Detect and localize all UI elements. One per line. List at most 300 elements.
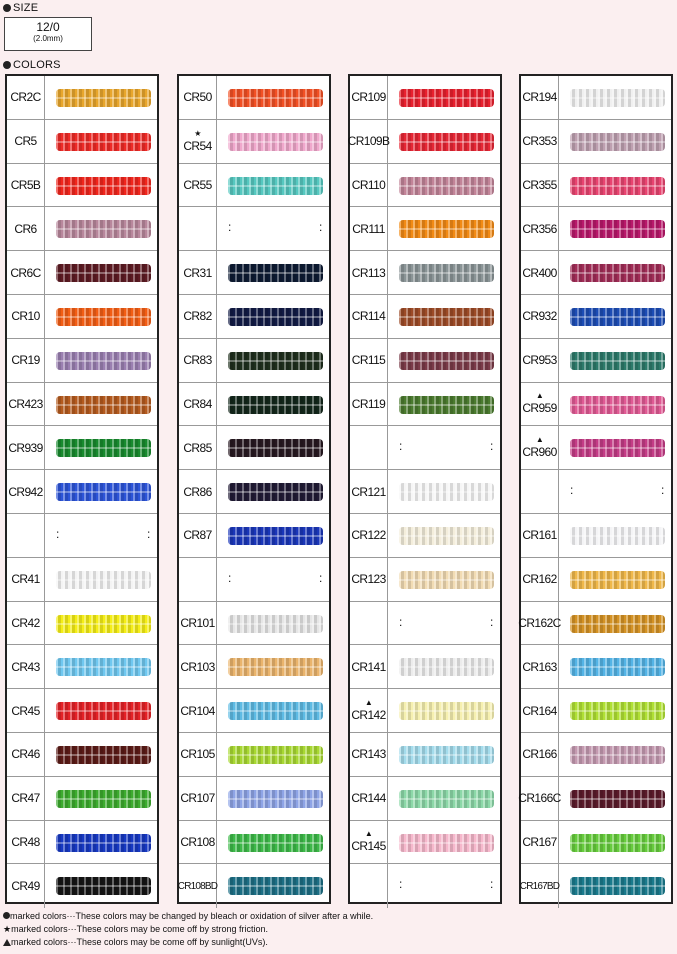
color-code [179, 426, 217, 469]
triangle-icon [3, 939, 11, 946]
color-code [7, 689, 45, 732]
bead-swatch [570, 133, 665, 151]
color-row [7, 426, 157, 470]
color-row [350, 251, 500, 295]
color-row [179, 426, 329, 470]
bead-swatch [56, 790, 151, 808]
color-code-text: CR121 [351, 484, 386, 499]
bead-swatch [399, 790, 494, 808]
color-row [350, 470, 500, 514]
bead-swatch [399, 834, 494, 852]
bead-swatch [56, 746, 151, 764]
color-row [521, 164, 671, 208]
color-row [7, 339, 157, 383]
bead-swatch [56, 352, 151, 370]
color-code-text: CR42 [11, 615, 40, 630]
color-code [350, 733, 388, 776]
color-code [179, 295, 217, 338]
color-row [7, 383, 157, 427]
color-column [177, 74, 331, 904]
color-code [7, 120, 45, 163]
color-row [7, 864, 157, 908]
color-code-text: CR353 [522, 134, 557, 149]
color-row [179, 339, 329, 383]
bead-swatch [399, 658, 494, 676]
color-code [7, 733, 45, 776]
color-row [7, 295, 157, 339]
bead-swatch [399, 527, 494, 545]
bead-swatch [228, 790, 323, 808]
color-code [350, 689, 388, 732]
empty-slot-marker: : [228, 220, 232, 235]
color-row [521, 558, 671, 602]
color-row [350, 207, 500, 251]
color-row [7, 251, 157, 295]
size-box [4, 17, 92, 51]
color-row [521, 251, 671, 295]
color-code-text: CR5 [14, 134, 37, 149]
bead-swatch [56, 702, 151, 720]
bead-swatch [228, 352, 323, 370]
color-code-text: CR41 [11, 572, 40, 587]
color-code [7, 76, 45, 119]
color-code-text: CR959 [522, 401, 557, 416]
bead-swatch [228, 615, 323, 633]
color-row [179, 733, 329, 777]
color-code-text: CR82 [183, 309, 212, 324]
color-row [521, 689, 671, 733]
color-code [7, 602, 45, 645]
empty-slot-marker: : [570, 483, 574, 498]
color-code-text: CR54 [183, 138, 212, 153]
color-code [7, 558, 45, 601]
color-code-text: CR123 [351, 572, 386, 587]
color-code [350, 207, 388, 250]
color-code [350, 602, 388, 645]
color-code [350, 251, 388, 294]
triangle-icon: ▲ [364, 698, 373, 708]
color-code-text: CR50 [183, 90, 212, 105]
color-code-text: CR47 [11, 791, 40, 806]
color-code [7, 383, 45, 426]
color-code [350, 164, 388, 207]
color-code [179, 558, 217, 601]
color-row [350, 514, 500, 558]
color-code-text: CR162 [522, 572, 557, 587]
color-code [7, 164, 45, 207]
color-code-text: CR83 [183, 353, 212, 368]
color-row [350, 558, 500, 602]
color-code-text: CR105 [180, 747, 215, 762]
color-row [179, 558, 329, 602]
bead-swatch [228, 877, 323, 895]
color-row [7, 558, 157, 602]
color-row [350, 821, 500, 865]
color-code-text: CR104 [180, 703, 215, 718]
bead-swatch [228, 177, 323, 195]
color-code-text: CR111 [352, 221, 385, 236]
color-row [350, 777, 500, 821]
color-row [7, 645, 157, 689]
color-code-text: CR167BD [519, 880, 560, 892]
color-row [521, 120, 671, 164]
color-code-text: CR932 [522, 309, 557, 324]
bead-swatch [570, 177, 665, 195]
color-code [179, 120, 217, 163]
color-row [350, 76, 500, 120]
color-code-text: CR423 [8, 396, 43, 411]
color-row [521, 514, 671, 558]
color-code-text: CR110 [351, 177, 386, 192]
bead-swatch [56, 177, 151, 195]
bead-swatch [228, 658, 323, 676]
color-code [521, 339, 559, 382]
color-row [521, 76, 671, 120]
color-code [179, 821, 217, 864]
bead-swatch [228, 89, 323, 107]
color-code [350, 426, 388, 469]
color-row [7, 76, 157, 120]
color-code-text: CR144 [351, 791, 386, 806]
color-row [179, 777, 329, 821]
color-code [521, 514, 559, 557]
color-code [179, 76, 217, 119]
bead-swatch [228, 527, 323, 545]
color-row [179, 602, 329, 646]
color-code-text: CR400 [522, 265, 557, 280]
empty-slot-marker: : [490, 877, 494, 892]
color-code [179, 689, 217, 732]
bead-swatch [570, 702, 665, 720]
bead-swatch [56, 571, 151, 589]
bead-swatch [56, 877, 151, 895]
bead-swatch [399, 702, 494, 720]
color-code-text: CR145 [351, 839, 386, 854]
color-row [179, 207, 329, 251]
star-icon: ★ [194, 128, 201, 138]
color-row [179, 76, 329, 120]
color-row [179, 383, 329, 427]
color-code-text: CR143 [351, 747, 386, 762]
color-code-text: CR55 [183, 177, 212, 192]
bead-swatch [570, 834, 665, 852]
color-row [521, 864, 671, 908]
bead-swatch [56, 220, 151, 238]
color-row [521, 207, 671, 251]
color-code-text: CR107 [180, 791, 215, 806]
empty-slot-marker: : [147, 526, 151, 541]
bead-swatch [399, 746, 494, 764]
color-code-text: CR119 [351, 396, 386, 411]
color-code-text: CR43 [11, 659, 40, 674]
color-row [521, 733, 671, 777]
color-row [179, 821, 329, 865]
color-code-text: CR109B [347, 134, 390, 149]
bead-swatch [399, 89, 494, 107]
color-row [179, 120, 329, 164]
empty-slot-marker: : [399, 439, 403, 454]
bead-swatch [56, 615, 151, 633]
color-row [350, 864, 500, 908]
bead-swatch [56, 439, 151, 457]
bead-swatch [399, 483, 494, 501]
color-code-text: CR960 [522, 445, 557, 460]
color-code-text: CR166C [518, 791, 561, 806]
color-code [179, 733, 217, 776]
color-code [347, 120, 390, 163]
color-code [521, 120, 559, 163]
color-code-text: CR6 [14, 221, 37, 236]
size-heading-text: SIZE [13, 2, 39, 14]
color-code [350, 558, 388, 601]
color-code-text: CR45 [11, 703, 40, 718]
color-column [5, 74, 159, 904]
color-row [350, 645, 500, 689]
color-row [518, 777, 671, 821]
bead-swatch [56, 133, 151, 151]
color-code [521, 76, 559, 119]
color-code-text: CR356 [522, 221, 557, 236]
color-code [179, 383, 217, 426]
bead-swatch [399, 352, 494, 370]
bead-swatch [570, 396, 665, 414]
color-code [521, 251, 559, 294]
legend-text: marked colors···These colors may be come off by sunlight(UVs). [11, 937, 268, 947]
color-row [518, 602, 671, 646]
bead-swatch [570, 527, 665, 545]
bead-swatch [399, 220, 494, 238]
color-row [179, 164, 329, 208]
color-code-text: CR84 [183, 396, 212, 411]
color-row [521, 645, 671, 689]
color-code-text: CR46 [11, 747, 40, 762]
color-code [7, 777, 45, 820]
color-row [347, 120, 500, 164]
color-row [350, 689, 500, 733]
color-code-text: CR141 [351, 659, 386, 674]
color-row [7, 470, 157, 514]
color-row [350, 164, 500, 208]
bead-swatch [228, 396, 323, 414]
color-code [350, 777, 388, 820]
color-row [7, 120, 157, 164]
color-code [350, 645, 388, 688]
bead-swatch [570, 571, 665, 589]
triangle-icon: ▲ [535, 435, 544, 445]
bullet-icon [3, 4, 11, 12]
bead-swatch [228, 834, 323, 852]
legend-line [3, 923, 268, 935]
color-code-text: CR163 [522, 659, 557, 674]
color-code [7, 645, 45, 688]
color-code-text: CR103 [180, 659, 215, 674]
color-code-text: CR953 [522, 353, 557, 368]
bead-swatch [399, 396, 494, 414]
bead-swatch [570, 352, 665, 370]
color-code [179, 207, 217, 250]
color-code [7, 207, 45, 250]
color-code-text: CR115 [351, 353, 386, 368]
bead-swatch [399, 133, 494, 151]
color-row [179, 514, 329, 558]
star-icon: ★ [3, 924, 12, 934]
color-code-text: CR19 [11, 353, 40, 368]
color-row [179, 645, 329, 689]
empty-slot-marker: : [490, 614, 494, 629]
bead-swatch [570, 746, 665, 764]
color-code-text: CR2C [10, 90, 41, 105]
bead-swatch [399, 308, 494, 326]
color-code [521, 733, 559, 776]
color-code [7, 295, 45, 338]
bead-swatch [56, 396, 151, 414]
bead-swatch [56, 264, 151, 282]
color-row [521, 383, 671, 427]
bead-swatch [228, 746, 323, 764]
color-row [7, 689, 157, 733]
color-code [521, 207, 559, 250]
bead-swatch [570, 439, 665, 457]
color-code-text: CR49 [11, 879, 40, 894]
color-code-text: CR162C [518, 615, 561, 630]
color-code [521, 164, 559, 207]
color-code [179, 164, 217, 207]
color-code-text: CR142 [351, 708, 386, 723]
color-column [348, 74, 502, 904]
bead-swatch [399, 177, 494, 195]
color-code-text: CR10 [11, 309, 40, 324]
empty-slot-marker: : [319, 570, 323, 585]
bullet-icon [3, 61, 11, 69]
color-row [7, 777, 157, 821]
color-row [7, 821, 157, 865]
color-row [521, 426, 671, 470]
bead-swatch [228, 702, 323, 720]
bead-swatch [228, 133, 323, 151]
color-code [350, 864, 388, 908]
bead-swatch [399, 571, 494, 589]
size-value: 12/0 [36, 20, 60, 34]
color-code [179, 602, 217, 645]
empty-slot-marker: : [56, 526, 60, 541]
color-code [179, 339, 217, 382]
colors-heading [3, 59, 61, 71]
color-code [179, 777, 217, 820]
empty-slot-marker: : [228, 570, 232, 585]
color-row [350, 339, 500, 383]
legend-text: marked colors···These colors may be changed by bleach or oxidation of silver after a while. [10, 911, 374, 921]
color-code-text: CR355 [522, 177, 557, 192]
bead-swatch [570, 308, 665, 326]
bead-swatch [56, 89, 151, 107]
color-code [521, 689, 559, 732]
empty-slot-marker: : [319, 220, 323, 235]
color-row [521, 821, 671, 865]
bead-swatch [570, 877, 665, 895]
color-code [521, 470, 559, 513]
color-code-text: CR108 [180, 834, 215, 849]
circle-icon [3, 912, 10, 919]
color-row [7, 733, 157, 777]
color-code-text: CR31 [183, 265, 212, 280]
color-code [521, 558, 559, 601]
color-code [179, 251, 217, 294]
color-row [179, 295, 329, 339]
color-code [7, 339, 45, 382]
color-code [7, 251, 45, 294]
bead-swatch [228, 439, 323, 457]
color-row [179, 864, 329, 908]
color-code [7, 514, 45, 557]
color-code-text: CR86 [183, 484, 212, 499]
colors-heading-text: COLORS [13, 59, 61, 71]
color-code [179, 514, 217, 557]
color-row [7, 207, 157, 251]
color-code-text: CR109 [351, 90, 386, 105]
legend-line [3, 936, 268, 948]
color-code-text: CR108BD [177, 880, 218, 892]
empty-slot-marker: : [490, 439, 494, 454]
color-row [179, 470, 329, 514]
color-row [350, 733, 500, 777]
color-code-text: CR939 [8, 440, 43, 455]
color-code [7, 821, 45, 864]
bead-swatch [570, 220, 665, 238]
color-code-text: CR87 [183, 528, 212, 543]
color-code [521, 295, 559, 338]
bead-swatch [570, 89, 665, 107]
color-code [518, 777, 561, 820]
bead-swatch [56, 658, 151, 676]
color-column [519, 74, 673, 904]
color-code-text: CR6C [10, 265, 41, 280]
color-row [521, 339, 671, 383]
bead-swatch [570, 615, 665, 633]
color-code [350, 76, 388, 119]
color-code-text: CR5B [10, 177, 41, 192]
legend-text: marked colors···These colors may be come off by strong friction. [11, 924, 269, 934]
color-row [179, 689, 329, 733]
color-code [521, 426, 559, 469]
color-code [179, 864, 217, 908]
color-code [350, 470, 388, 513]
color-code-text: CR166 [522, 747, 557, 762]
color-code [350, 295, 388, 338]
color-row [7, 514, 157, 558]
empty-slot-marker: : [399, 877, 403, 892]
empty-slot-marker: : [661, 483, 665, 498]
color-code-text: CR114 [351, 309, 386, 324]
color-code [350, 514, 388, 557]
color-code-text: CR48 [11, 834, 40, 849]
color-row [350, 295, 500, 339]
bead-swatch [570, 790, 665, 808]
color-code-text: CR194 [522, 90, 557, 105]
color-code-text: CR942 [8, 484, 43, 499]
color-code [179, 645, 217, 688]
bead-swatch [228, 483, 323, 501]
bead-swatch [56, 308, 151, 326]
color-row [521, 470, 671, 514]
color-code [179, 470, 217, 513]
bead-swatch [570, 658, 665, 676]
color-code [7, 426, 45, 469]
legend-line [3, 910, 373, 922]
color-code-text: CR113 [351, 265, 386, 280]
color-code [350, 339, 388, 382]
color-row [350, 602, 500, 646]
color-code [350, 821, 388, 864]
